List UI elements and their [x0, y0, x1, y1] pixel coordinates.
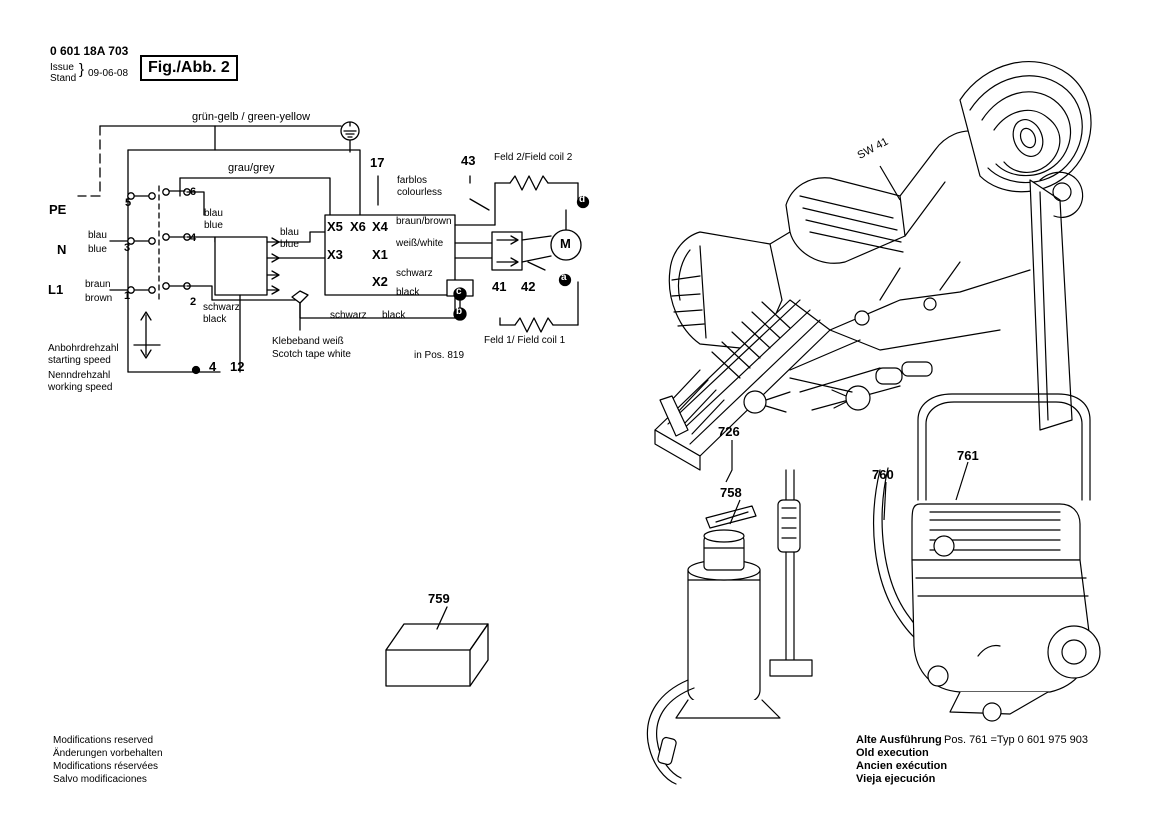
- footer-line-1: Modifications reserved: [53, 735, 154, 746]
- old-execution-fr: Ancien exécution: [856, 760, 948, 772]
- label-green-yellow: grün-gelb / green-yellow: [192, 111, 311, 123]
- terminal-5: 5: [125, 197, 132, 209]
- label-brown: braun/brown: [396, 216, 452, 227]
- label-blue-right-de: blau: [280, 227, 299, 238]
- label-tape-de: Klebeband weiß: [272, 336, 344, 347]
- label-tape-en: Scotch tape white: [272, 349, 351, 360]
- pos-761: 761: [957, 448, 979, 463]
- part-12: 12: [230, 359, 245, 374]
- label-pos819: in Pos. 819: [414, 350, 465, 361]
- terminal-X1: X1: [372, 247, 388, 262]
- motor-label: M: [560, 236, 571, 251]
- terminal-6: 6: [190, 186, 197, 198]
- label-black-x2-en: black: [396, 287, 420, 298]
- label-field1: Feld 1/ Field coil 1: [484, 335, 566, 346]
- label-black-x2-de: schwarz: [396, 268, 433, 279]
- label-start-speed-de: Anbohrdrehzahl: [48, 343, 119, 354]
- label-l1-de: braun: [85, 279, 111, 290]
- old-execution-note: Pos. 761 =Typ 0 601 975 903: [944, 734, 1089, 746]
- old-execution-es: Vieja ejecución: [856, 773, 936, 785]
- label-colourless-en: colourless: [397, 187, 443, 198]
- label-l1: L1: [48, 282, 64, 297]
- label-l1-en: brown: [85, 293, 113, 304]
- terminal-X5: X5: [327, 219, 343, 234]
- footer-line-2: Änderungen vorbehalten: [53, 748, 163, 759]
- footer-line-3: Modifications réservées: [53, 761, 159, 772]
- pos-760: 760: [872, 467, 894, 482]
- figure-label: Fig./Abb. 2: [140, 55, 238, 81]
- pos-726: 726: [718, 424, 740, 439]
- part-43: 43: [461, 153, 476, 168]
- terminal-X4: X4: [372, 219, 388, 234]
- label-blue-mid-de: blau: [204, 208, 223, 219]
- terminal-X3: X3: [327, 247, 343, 262]
- label-black-sw-en: black: [203, 314, 227, 325]
- label-blue-mid-en: blue: [204, 220, 223, 231]
- label-white: weiß/white: [396, 238, 444, 249]
- terminal-3: 3: [124, 242, 131, 254]
- label-start-speed-en: starting speed: [48, 355, 111, 366]
- pos-759: 759: [428, 591, 450, 606]
- label-n-de: blau: [88, 230, 107, 241]
- node-d: d: [579, 194, 586, 205]
- label-black-bus-en: black: [382, 310, 406, 321]
- old-execution-de: Alte Ausführung: [856, 734, 942, 746]
- label-pe: PE: [49, 202, 67, 217]
- part-41: 41: [492, 279, 507, 294]
- node-c: c: [456, 286, 462, 297]
- label-grey: grau/grey: [228, 162, 275, 174]
- label-work-speed-de: Nenndrehzahl: [48, 370, 111, 381]
- pos-758: 758: [720, 485, 742, 500]
- label-colourless-de: farblos: [397, 175, 428, 186]
- part-42: 42: [521, 279, 536, 294]
- label-black-sw-de: schwarz: [203, 302, 240, 313]
- stand-label: Stand: [50, 73, 77, 84]
- label-sw41: SW 41: [855, 135, 891, 162]
- footer-line-4: Salvo modificaciones: [53, 774, 147, 785]
- terminal-2: 2: [190, 296, 197, 308]
- terminal-X2: X2: [372, 274, 388, 289]
- part-4: 4: [209, 359, 217, 374]
- label-black-bus-de: schwarz: [330, 310, 367, 321]
- old-execution-en: Old execution: [856, 747, 929, 759]
- node-a: a: [561, 272, 567, 283]
- node-b: b: [456, 306, 463, 317]
- label-work-speed-en: working speed: [48, 382, 113, 393]
- label-blue-right-en: blue: [280, 239, 299, 250]
- terminal-1: 1: [124, 290, 131, 302]
- header-brace: }: [79, 61, 85, 78]
- issue-label: Issue: [50, 62, 74, 73]
- label-n-en: blue: [88, 244, 107, 255]
- terminal-X6: X6: [350, 219, 366, 234]
- label-n: N: [57, 242, 67, 257]
- terminal-4: 4: [190, 232, 197, 244]
- issue-date: 09-06-08: [88, 68, 129, 79]
- part-number: 0 601 18A 703: [50, 44, 129, 58]
- label-field2: Feld 2/Field coil 2: [494, 152, 573, 163]
- part-17: 17: [370, 155, 385, 170]
